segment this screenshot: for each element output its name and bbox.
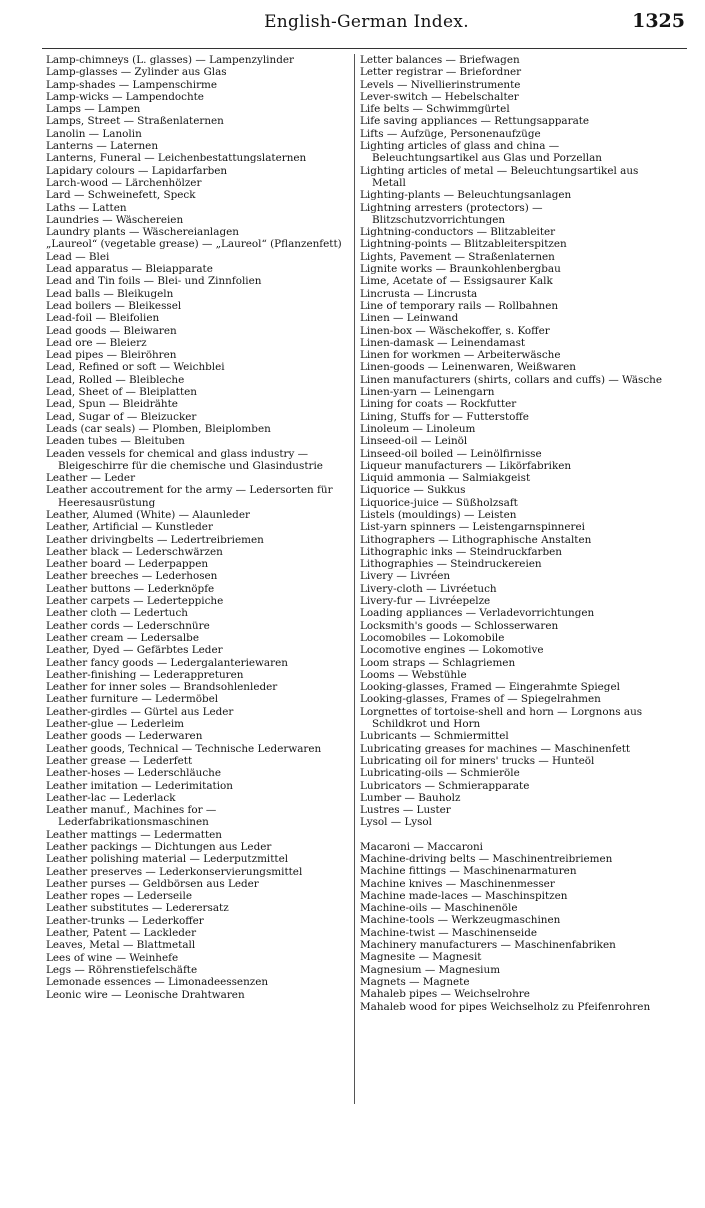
index-entry: Lifts — Aufzüge, Personenaufzüge [360, 127, 541, 140]
index-entry: Leather, Dyed — Gefärbtes Leder [46, 644, 223, 657]
index-entry: Linen — Leinwand [360, 312, 459, 325]
index-entry: Linen-box — Wäschekoffer, s. Koffer [360, 324, 550, 337]
index-entry: Leather, Alumed (White) — Alaunleder [46, 508, 250, 521]
index-entry: Leather board — Lederpappen [46, 558, 209, 571]
index-entry: Machinery manufacturers — Maschinenfabriken [360, 939, 616, 952]
index-entry: Lime, Acetate of — Essigsaurer Kalk [360, 275, 553, 288]
index-entry: Machine-tools — Werkzeugmaschinen [360, 914, 561, 927]
index-entry: Lightning-points — Blitzableiterspitzen [360, 238, 567, 251]
index-entry: Leather, Patent — Lackleder [46, 927, 197, 940]
index-entry: Leather, Artificial — Kunstleder [46, 521, 213, 534]
index-entry: Leather goods, Technical — Technische Lederwaren [46, 742, 322, 755]
index-entry: Lithographies — Steindruckereien [360, 558, 542, 571]
index-entry: Leaves, Metal — Blattmetall [46, 939, 196, 952]
left-column [46, 54, 351, 1001]
right-column [360, 54, 665, 1013]
index-entry: Leads (car seals) — Plomben, Bleiplomben [46, 422, 271, 435]
index-entry: Magnets — Magnete [360, 975, 470, 988]
index-entry: Life saving appliances — Rettungsapparate [360, 115, 590, 128]
index-entry: Legs — Röhrenstiefelschäfte [46, 963, 198, 976]
index-entry: Loom straps — Schlagriemen [360, 656, 516, 669]
index-entry: Lees of wine — Weinhefe [46, 951, 179, 964]
index-entry: Lightning arresters (protectors) — Blitzschutzvorrichtungen [360, 201, 543, 226]
index-entry: Leather polishing material — Lederputzmittel [46, 853, 289, 866]
header-rule [42, 48, 687, 49]
index-entry: Lanolin — Lanolin [46, 127, 142, 140]
index-entry: Lighting articles of glass and china — Beleuchtungsartikel aus Glas und Porzellan [360, 140, 602, 165]
page-number: 1325 [632, 10, 685, 32]
index-entry: Loading appliances — Verladevorrichtungen [360, 607, 595, 620]
index-entry: Leather-finishing — Lederappreturen [46, 668, 244, 681]
index-entry: Livery-fur — Livréepelze [360, 595, 491, 608]
index-entry: Liqueur manufacturers — Likörfabriken [360, 459, 572, 472]
index-entry: Lighting articles of metal — Beleuchtungsartikel aus Metall [360, 164, 639, 189]
index-entry: Machine made-laces — Maschinspitzen [360, 889, 568, 902]
index-entry: Linseed-oil — Leinöl [360, 435, 468, 448]
index-entry: Leaden vessels for chemical and glass industry — Bleigeschirre für die chemische und Glasindustrie [46, 447, 323, 472]
index-entry: Leather goods — Lederwaren [46, 730, 203, 743]
index-entry: Leather ropes — Lederseile [46, 890, 192, 903]
index-entry: Leather-trunks — Lederkoffer [46, 914, 204, 927]
index-entry: Lamp-shades — Lampenschirme [46, 78, 218, 91]
index-entry: Lead and Tin foils — Blei- und Zinnfolien [46, 275, 262, 288]
index-entry: Leather cream — Ledersalbe [46, 631, 199, 644]
index-entry: Leather packings — Dichtungen aus Leder [46, 841, 272, 853]
index-entry: Leather grease — Lederfett [46, 754, 193, 767]
index-entry: Levels — Nivellierinstrumente [360, 78, 521, 91]
index-entry: Lanterns — Laternen [46, 140, 159, 153]
index-entry: Leather-hoses — Lederschläuche [46, 767, 222, 780]
index-entry: Leather preserves — Lederkonservierungsmittel [46, 865, 303, 878]
index-entry: Lapidary colours — Lapidarfarben [46, 164, 228, 177]
index-entry: Machine-twist — Maschinenseide [360, 926, 538, 939]
index-entry: Looms — Webstühle [360, 668, 467, 681]
index-entry: Mahaleb pipes — Weichselrohre [360, 988, 530, 1001]
index-entry: Lard — Schweinefett, Speck [46, 189, 196, 202]
index-entry: Linen manufacturers (shirts, collars and cuffs) — Wäsche [360, 373, 663, 386]
index-entry: Lamp-glasses — Zylinder aus Glas [46, 66, 227, 79]
index-entry: Lightning-conductors — Blitzableiter [360, 226, 556, 239]
column-divider [354, 54, 355, 1104]
index-entry: Leather drivingbelts — Ledertreibriemen [46, 533, 264, 546]
index-entry: List-yarn spinners — Leistengarnspinnerei [360, 521, 585, 534]
index-entry: Lubricating oil for miners' trucks — Hunteöl [360, 754, 595, 767]
index-entry: Leather fancy goods — Ledergalanteriewaren [46, 656, 288, 669]
index-entry: Leather black — Lederschwärzen [46, 545, 223, 558]
index-entry: Listels (mouldings) — Leisten [360, 508, 517, 521]
index-entry: Linoleum — Linoleum [360, 422, 476, 435]
index-entry: Lincrusta — Lincrusta [360, 287, 478, 300]
index-entry: Magnesite — Magnesit [360, 951, 482, 964]
index-entry: Lead-foil — Bleifolien [46, 312, 160, 325]
index-entry: Leather-girdles — Gürtel aus Leder [46, 705, 234, 718]
index-entry: Linen-yarn — Leinengarn [360, 386, 495, 399]
index-entry: Leather breeches — Lederhosen [46, 570, 218, 583]
index-entry: Letter registrar — Briefordner [360, 66, 522, 79]
index-entry: Leather substitutes — Lederersatz [46, 902, 229, 915]
index-entry: Lining for coats — Rockfutter [360, 398, 517, 411]
index-entry: Lubricating greases for machines — Maschinenfett [360, 742, 631, 755]
index-entry: Looking-glasses, Frames of — Spiegelrahmen [360, 693, 601, 706]
index-entry: Lead, Refined or soft — Weichblei [46, 361, 225, 374]
index-entry: Lead, Sugar of — Bleizucker [46, 410, 197, 423]
index-entry: Linseed-oil boiled — Leinölfirnisse [360, 447, 542, 460]
index-entry: Mahaleb wood for pipes Weichselholz zu Pfeifenrohren [360, 1000, 651, 1013]
index-entry: Lithographers — Lithographische Anstalten [360, 533, 592, 546]
index-entry: Lead — Blei [46, 250, 110, 263]
index-entry: Machine fittings — Maschinenarmaturen [360, 865, 577, 878]
index-entry: Letter balances — Briefwagen [360, 54, 520, 66]
index-entry: Lighting-plants — Beleuchtungsanlagen [360, 189, 572, 202]
index-entry: Lumber — Bauholz [360, 791, 461, 804]
index-entry: Leather-lac — Lederlack [46, 791, 176, 804]
index-entry: Lead pipes — Bleiröhren [46, 349, 177, 362]
index-entry: Magnesium — Magnesium [360, 963, 501, 976]
index-entry: Leather imitation — Lederimitation [46, 779, 233, 792]
index-entry: Livery — Livréen [360, 570, 451, 583]
index-entry: Leather cloth — Ledertuch [46, 607, 188, 620]
index-entry: Machine knives — Maschinenmesser [360, 877, 555, 890]
index-entry: Lights, Pavement — Straßenlaternen [360, 250, 555, 263]
index-entry: Line of temporary rails — Rollbahnen [360, 299, 559, 312]
index-entry: Linen-damask — Leinendamast [360, 336, 526, 349]
index-entry: Looking-glasses, Framed — Eingerahmte Spiegel [360, 681, 620, 694]
index-entry: Leather manuf., Machines for — Lederfabrikationsmaschinen [46, 804, 217, 829]
index-entry: Liquorice-juice — Süßholzsaft [360, 496, 518, 509]
index-entry: Lemonade essences — Limonadeessenzen [46, 976, 269, 989]
index-entry: Liquid ammonia — Salmiakgeist [360, 472, 531, 485]
index-entry: Larch-wood — Lärchenhölzer [46, 176, 202, 189]
index-entry: Leather mattings — Ledermatten [46, 828, 222, 841]
page-title: English-German Index. [264, 12, 469, 32]
index-entry: Lining, Stuffs for — Futterstoffe [360, 410, 529, 423]
index-entry: Lamp-chimneys (L. glasses) — Lampenzylinder [46, 54, 294, 66]
index-entry: Leaden tubes — Bleituben [46, 435, 185, 448]
index-entry: Linen-goods — Leinenwaren, Weißwaren [360, 361, 576, 374]
index-entry: Leonic wire — Leonische Drahtwaren [46, 988, 245, 1001]
index-entry: Lorgnettes of tortoise-shell and horn — Lorgnons aus Schildkrot und Horn [360, 705, 643, 731]
index-entry: Locksmith's goods — Schlosserwaren [360, 619, 559, 632]
index-entry: Lubricators — Schmierapparate [360, 779, 530, 792]
index-entry: Laths — Latten [46, 201, 127, 214]
index-entry: Liquorice — Sukkus [360, 484, 466, 497]
index-entry: Lead, Rolled — Bleibleche [46, 373, 185, 386]
index-entry: Lead boilers — Bleikessel [46, 299, 182, 312]
index-entry: Lead goods — Bleiwaren [46, 324, 177, 337]
index-entry: Lead, Sheet of — Bleiplatten [46, 386, 197, 399]
index-entry: Lithographic inks — Steindruckfarben [360, 545, 562, 558]
index-entry: Lamps, Street — Straßenlaternen [46, 115, 224, 128]
index-entry: Lubricants — Schmiermittel [360, 730, 509, 743]
index-entry: Leather buttons — Lederknöpfe [46, 582, 215, 595]
index-entry: Leather purses — Geldbörsen aus Leder [46, 877, 259, 890]
index-entry: Lignite works — Braunkohlenbergbau [360, 263, 561, 276]
index-entry: Lead balls — Bleikugeln [46, 287, 174, 300]
index-entry: Laundry plants — Wäschereianlagen [46, 226, 239, 239]
index-entry: Livery-cloth — Livréetuch [360, 582, 497, 595]
index-entry: Lamp-wicks — Lampendochte [46, 90, 204, 103]
index-entry: Leather-glue — Lederleim [46, 718, 185, 731]
page-header [40, 8, 693, 38]
index-entry: Leather furniture — Ledermöbel [46, 693, 219, 706]
index-entry: Leather accoutrement for the army — Ledersorten für Heeresausrüstung [46, 484, 333, 509]
index-entry: Lead, Spun — Bleidrähte [46, 398, 178, 411]
index-entry: Lever-switch — Hebelschalter [360, 90, 519, 103]
index-entry: Macaroni — Maccaroni [360, 840, 483, 853]
index-entry: Lustres — Luster [360, 804, 451, 817]
index-entry: Leather carpets — Lederteppiche [46, 595, 224, 608]
index-entry: Linen for workmen — Arbeiterwäsche [360, 349, 561, 362]
index-entry: Machine-driving belts — Maschinentreibriemen [360, 853, 613, 865]
index-entry: Laundries — Wäschereien [46, 213, 184, 226]
index-entry: Lead apparatus — Bleiapparate [46, 263, 213, 276]
index-entry: Locomobiles — Lokomobile [360, 631, 505, 644]
index-entry: Leather for inner soles — Brandsohlenleder [46, 681, 278, 694]
index-entry: Leather — Leder [46, 472, 136, 485]
index-entry: Leather cords — Lederschnüre [46, 619, 210, 632]
index-entry: Lanterns, Funeral — Leichenbestattungslaternen [46, 152, 307, 165]
index-entry: Lead ore — Bleierz [46, 336, 147, 349]
index-entry: Lamps — Lampen [46, 103, 141, 116]
index-entry: „Laureol“ (vegetable grease) — „Laureol“ (Pflanzenfett) [46, 238, 342, 251]
index-entry: Lubricating-oils — Schmieröle [360, 767, 520, 780]
index-entry: Locomotive engines — Lokomotive [360, 644, 544, 657]
index-entry: Lysol — Lysol [360, 816, 432, 829]
index-entry: Life belts — Schwimmgürtel [360, 103, 510, 116]
index-entry: Machine-oils — Maschinenöle [360, 902, 518, 915]
